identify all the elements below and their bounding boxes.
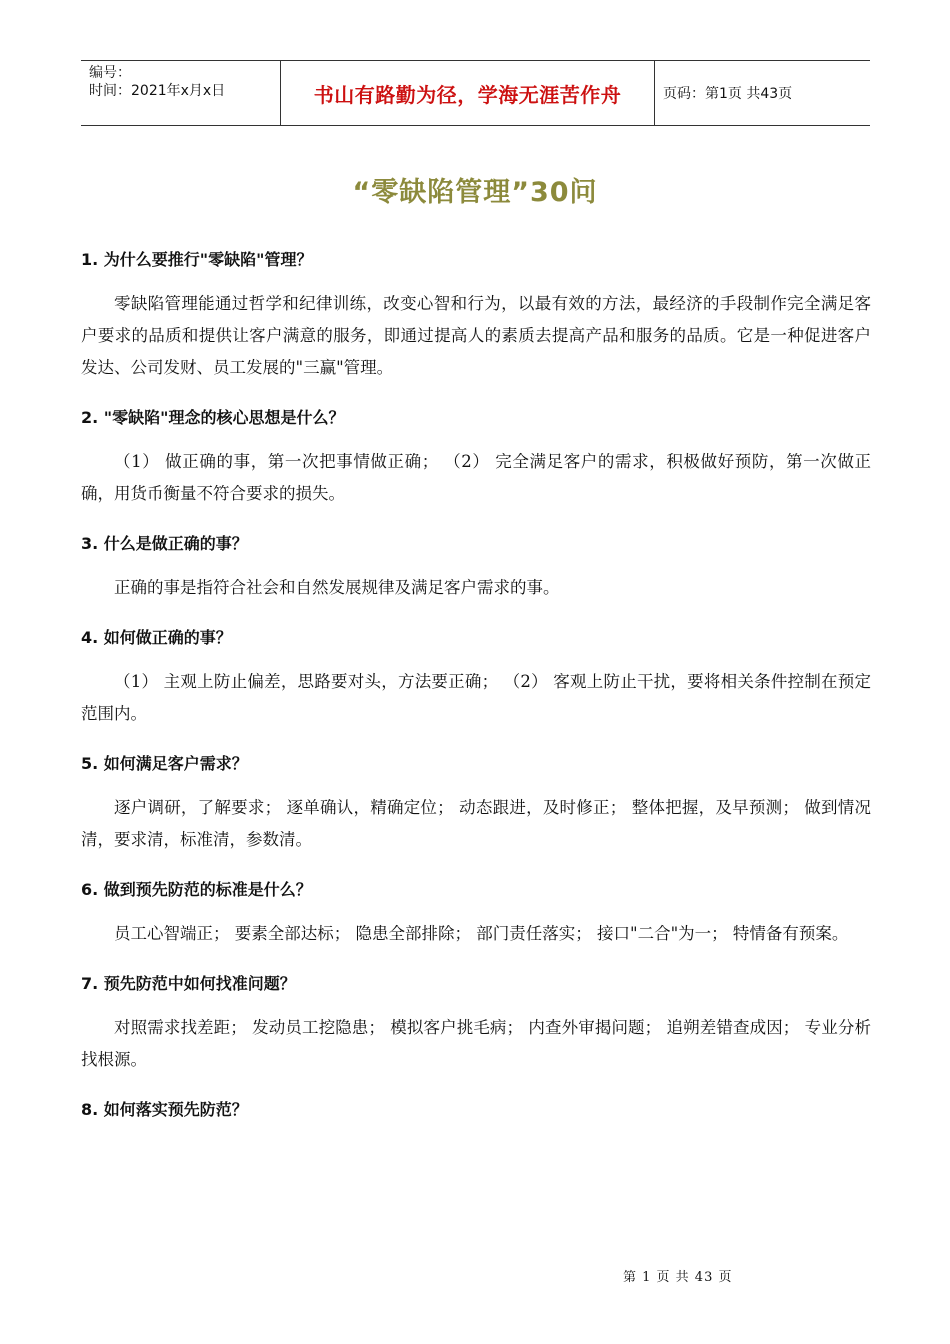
question: 7. 预先防范中如何找准问题？ xyxy=(81,974,296,993)
question: 5. 如何满足客户需求？ xyxy=(81,754,248,773)
answer: 零缺陷管理能通过哲学和纪律训练，改变心智和行为，以最有效的方法，最经济的手段制作完全满足客户要求的品质和提供让客户满意的服务，即通过提高人的素质去提高产品和服务的品质。它是一种促进客户发达、公司发财、员工发展的"三赢"管理。 xyxy=(81,294,871,377)
answer: （1） 主观上防止偏差，思路要对头，方法要正确； （2） 客观上防止干扰，要将相关条件控制在预定范围内。 xyxy=(81,672,871,723)
header-page-info: 页码：第1页 共43页 xyxy=(663,86,793,102)
qa-item-4 xyxy=(81,626,871,730)
question: 6. 做到预先防范的标准是什么？ xyxy=(81,880,312,899)
answer: （1） 做正确的事，第一次把事情做正确； （2） 完全满足客户的需求，积极做好预防，第一次做正确，用货币衡量不符合要求的损失。 xyxy=(81,452,871,503)
answer: 正确的事是指符合社会和自然发展规律及满足客户需求的事。 xyxy=(114,578,560,597)
answer: 逐户调研，了解要求； 逐单确认，精确定位； 动态跟进，及时修正； 整体把握，及早预测； 做到情况清，要求清，标准清，参数清。 xyxy=(81,798,871,849)
header-motto: 书山有路勤为径，学海无涯苦作舟 xyxy=(281,61,655,125)
question: 8. 如何落实预先防范？ xyxy=(81,1100,248,1119)
question: 1. 为什么要推行"零缺陷"管理？ xyxy=(81,250,313,269)
qa-item-5 xyxy=(81,752,871,856)
qa-item-2 xyxy=(81,406,871,510)
answer: 对照需求找差距； 发动员工挖隐患； 模拟客户挑毛病； 内查外审揭问题； 追朔差错查成因； 专业分析找根源。 xyxy=(81,1018,871,1069)
number-label: 编号： xyxy=(89,65,131,81)
page-title: “零缺陷管理”30问 xyxy=(352,177,598,208)
document-body xyxy=(81,248,871,1138)
header-meta xyxy=(81,61,281,125)
qa-item-7 xyxy=(81,972,871,1076)
qa-item-1 xyxy=(81,248,871,384)
qa-item-8 xyxy=(81,1098,871,1122)
page-footer: 第 1 页 共 43 页 xyxy=(623,1270,733,1285)
answer: 员工心智端正； 要素全部达标； 隐患全部排除； 部门责任落实； 接口"二合"为一； 特情备有预案。 xyxy=(114,924,849,943)
time-label: 时间：2021年x月x日 xyxy=(89,83,226,99)
question: 4. 如何做正确的事？ xyxy=(81,628,232,647)
qa-item-6 xyxy=(81,878,871,950)
question: 3. 什么是做正确的事？ xyxy=(81,534,248,553)
header-table xyxy=(81,60,870,126)
question: 2. "零缺陷"理念的核心思想是什么？ xyxy=(81,408,345,427)
qa-item-3 xyxy=(81,532,871,604)
